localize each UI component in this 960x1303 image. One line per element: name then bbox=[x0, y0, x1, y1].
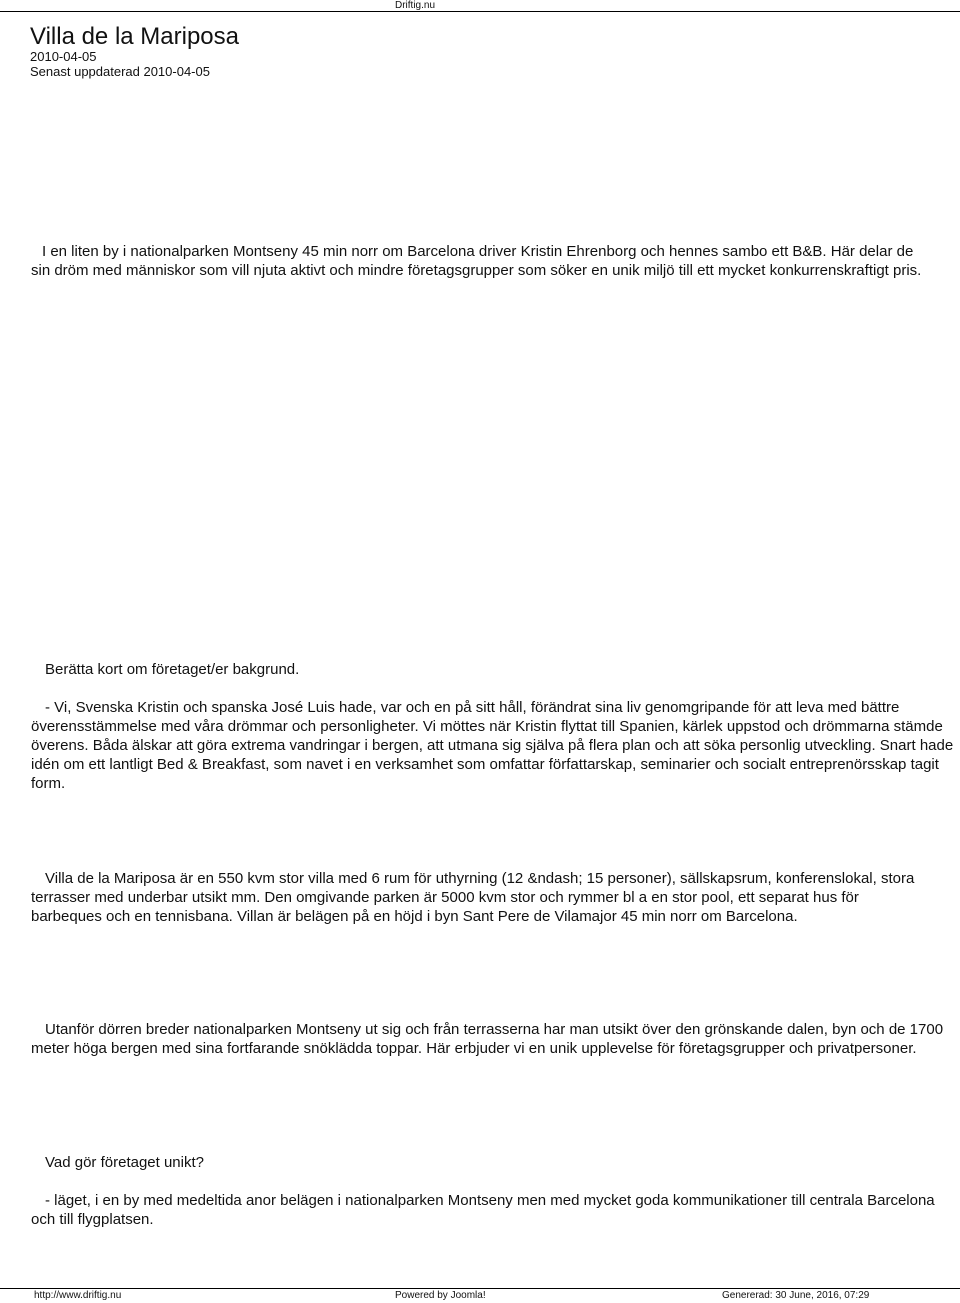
location-description-text: Utanför dörren breder nationalparken Montseny ut sig och från terrasserna har man utsikt över den grönskande dalen, byn och de 1700 meter höga bergen med sina fortfarande snöklädda toppar. Här erbjuder vi en unik upplevelse för företagsgrupper och privatpersoner. bbox=[31, 1021, 948, 1057]
footer-url[interactable]: http://www.driftig.nu bbox=[34, 1290, 122, 1301]
question-unique-text: Vad gör företaget unikt? bbox=[45, 1154, 204, 1171]
question-background-text: Berätta kort om företaget/er bakgrund. bbox=[45, 661, 300, 678]
footer-rule bbox=[0, 1288, 960, 1289]
footer-generated: Genererad: 30 June, 2016, 07:29 bbox=[722, 1290, 870, 1301]
footer-powered-by[interactable]: Powered by Joomla! bbox=[395, 1290, 486, 1301]
villa-description-text: Villa de la Mariposa är en 550 kvm stor villa med 6 rum för uthyrning (12 &ndash; 15 personer), sällskapsrum, konferenslokal, stora terrasser med underbar utsikt mm. Den omgivande parken är 5000 kvm stor och rymmer bl a en stor pool, ett separat hus för barbeques och en tennisbana. Villan är belägen på en höjd i byn Sant Pere de Vilamajor 45 min norr om Barcelona. bbox=[31, 870, 919, 925]
article-title: Villa de la Mariposa bbox=[30, 23, 240, 50]
answer-unique-text: - läget, i en by med medeltida anor belägen i nationalparken Montseny men med mycket goda kommunikationer till centrala Barcelona och till flygplatsen. bbox=[31, 1192, 939, 1228]
question-unique bbox=[31, 1153, 960, 1172]
site-header-label[interactable]: Driftig.nu bbox=[395, 0, 436, 11]
answer-background bbox=[31, 698, 956, 793]
question-background bbox=[31, 660, 960, 679]
answer-background-text: - Vi, Svenska Kristin och spanska José Luis hade, var och en på sitt håll, förändrat sina liv genomgripande för att leva med bättre överensstämmelse med våra drömmar och personligheter. Vi möttes när Kristin flyttat till Spanien, kärlek uppstod och drömmarna stämde överens. Båda älskar att göra extrema vandringar i bergen, att utmana sig själva på flera plan och att söka personlig utveckling. Snart hade idén om ett lantligt Bed & Breakfast, som navet i en verksamhet som omfattar författarskap, seminarier och socialt entreprenörsskap tagit form. bbox=[31, 699, 958, 792]
intro-text: I en liten by i nationalparken Montseny 45 min norr om Barcelona driver Kristin Ehrenborg och hennes sambo ett B&B. Här delar de sin dröm med människor som vill njuta aktivt och mindre företagsgrupper som söker en unik miljö till ett mycket konkurrenskraftigt pris. bbox=[31, 243, 922, 279]
answer-unique bbox=[31, 1191, 951, 1229]
header-rule bbox=[0, 11, 960, 12]
article-date: 2010-04-05 bbox=[30, 49, 97, 64]
article-updated: Senast uppdaterad 2010-04-05 bbox=[30, 64, 210, 79]
location-description bbox=[31, 1020, 960, 1058]
intro-paragraph bbox=[31, 242, 931, 280]
villa-description bbox=[31, 869, 931, 926]
